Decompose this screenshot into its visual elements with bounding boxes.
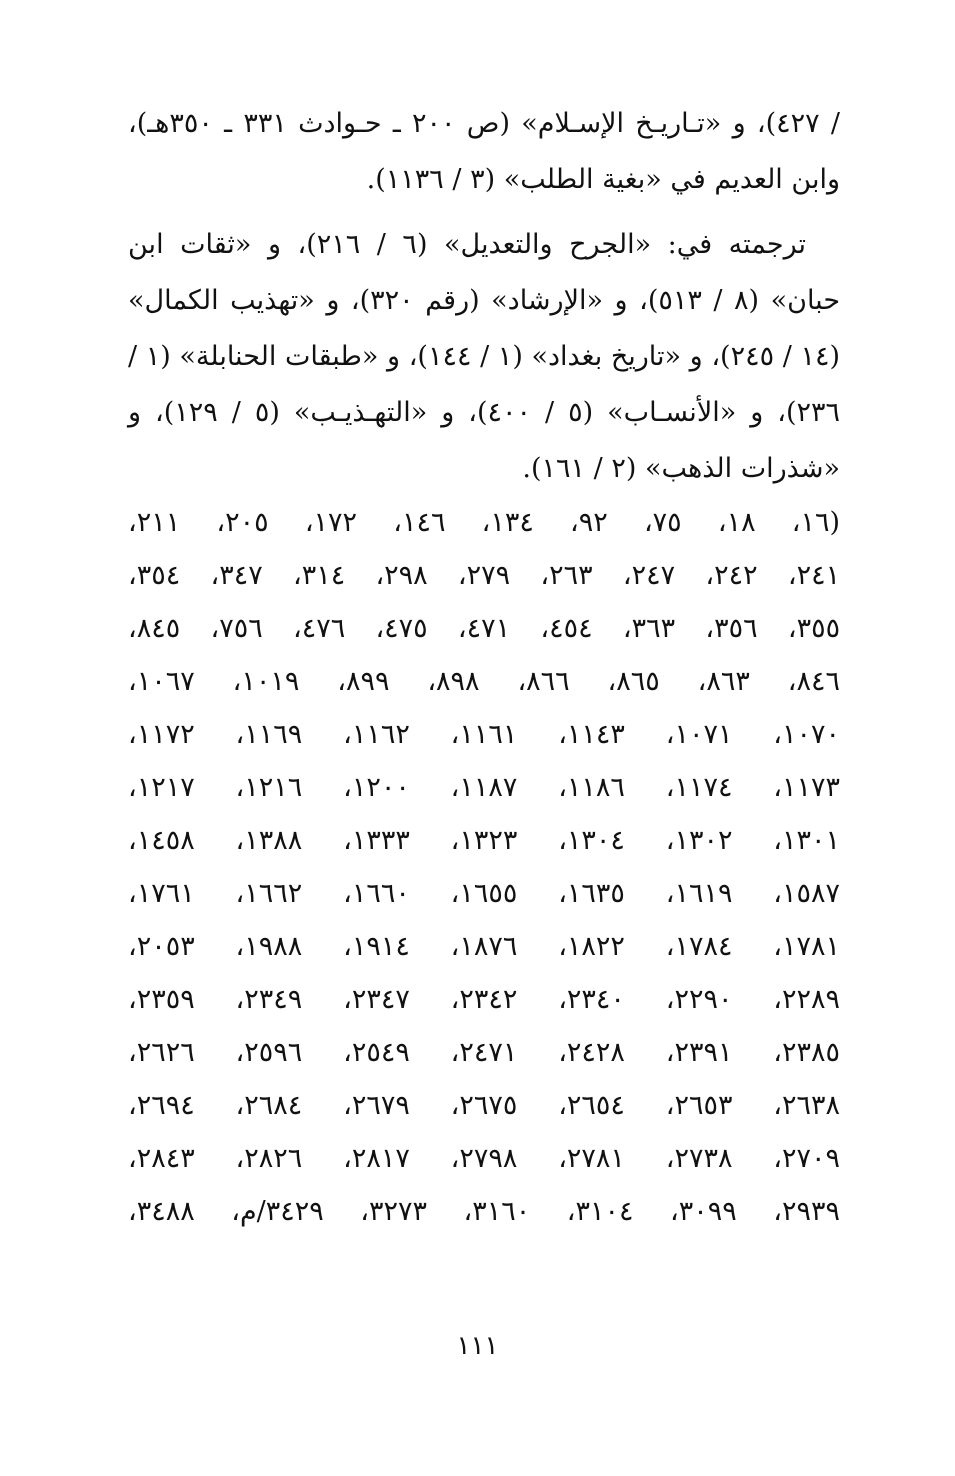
number-line: ٢٣٨٥، ٢٣٩١، ٢٤٢٨، ٢٤٧١، ٢٥٤٩، ٢٥٩٦، ٢٦٢٦، — [128, 1037, 840, 1068]
number-line: ١١٧٣، ١١٧٤، ١١٨٦، ١١٨٧، ١٢٠٠، ١٢١٦، ١٢١٧، — [128, 772, 840, 803]
paragraph-continuation — [128, 96, 840, 208]
number-line: ١٣٠١، ١٣٠٢، ١٣٠٤، ١٣٢٣، ١٣٣٣، ١٣٨٨، ١٤٥٨، — [128, 825, 840, 856]
number-line: ٢٩٣٩، ٣٠٩٩، ٣١٠٤، ٣١٦٠، ٣٢٧٣، ٣٤٢٩/م، ٣٤٨٨، — [128, 1196, 840, 1227]
number-line: ١٠٧٠، ١٠٧١، ١١٤٣، ١١٦١، ١١٦٢، ١١٦٩، ١١٧٢، — [128, 719, 840, 750]
number-line: ٣٥٥، ٣٥٦، ٣٦٣، ٤٥٤، ٤٧١، ٤٧٥، ٤٧٦، ٧٥٦، ٨٤٥، — [128, 613, 840, 644]
number-line: ١٧٨١، ١٧٨٤، ١٨٢٢، ١٨٧٦، ١٩١٤، ١٩٨٨، ٢٠٥٣، — [128, 931, 840, 962]
paragraph-biography-sources — [128, 217, 840, 497]
reference-number-list — [128, 496, 840, 1238]
paragraph-text: ترجمته في: «الجرح والتعديل» (٦ / ٢١٦)، و «ثقات ابن حبان» (٨ / ٥١٣)، و «الإرشاد» (رقم ٣٢٠)، و «تهذيب الكمال» (١٤ / ٢٤٥)، و «تاريخ بغداد» (١ / ١٤٤)، و «طبقات الحنابلة» (١ / ٢٣٦)، و «الأنسـاب» (٥ / ٤٠٠)، و «التهـذيـب» (٥ / ١٢٩)، و «شذرات الذهب» (٢ / ١٦١). — [128, 229, 841, 484]
number-line: ٢٤١، ٢٤٢، ٢٤٧، ٢٦٣، ٢٧٩، ٢٩٨، ٣١٤، ٣٤٧، ٣٥٤، — [128, 560, 840, 591]
number-line: ٢٦٣٨، ٢٦٥٣، ٢٦٥٤، ٢٦٧٥، ٢٦٧٩، ٢٦٨٤، ٢٦٩٤، — [128, 1090, 840, 1121]
number-line: ٢٧٠٩، ٢٧٣٨، ٢٧٨١، ٢٧٩٨، ٢٨١٧، ٢٨٢٦، ٢٨٤٣، — [128, 1143, 840, 1174]
number-line: ١٥٨٧، ١٦١٩، ١٦٣٥، ١٦٥٥، ١٦٦٠، ١٦٦٢، ١٧٦١، — [128, 878, 840, 909]
number-line: ٨٤٦، ٨٦٣، ٨٦٥، ٨٦٦، ٨٩٨، ٨٩٩، ١٠١٩، ١٠٦٧، — [128, 666, 840, 697]
paragraph-text: / ٤٢٧)، و «تـاريـخ الإسـلام» (ص ٢٠٠ ـ حـوادث ٣٣١ ـ ٣٥٠هـ)، وابن العديم في «بغية الطلب» (٣ / ١١٣٦). — [128, 108, 840, 195]
number-line: (١٦، ١٨، ٧٥، ٩٢، ١٣٤، ١٤٦، ١٧٢، ٢٠٥، ٢١١، — [128, 507, 840, 538]
number-line: ٢٢٨٩، ٢٢٩٠، ٢٣٤٠، ٢٣٤٢، ٢٣٤٧، ٢٣٤٩، ٢٣٥٩، — [128, 984, 840, 1015]
page-number: ١١١ — [456, 1331, 499, 1361]
